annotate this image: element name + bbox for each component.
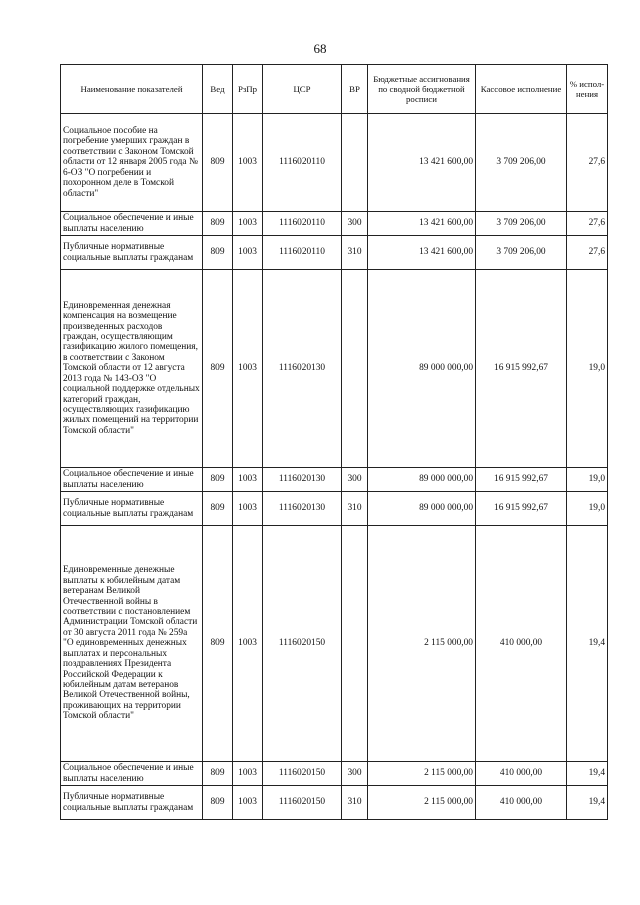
row-ved: 809 [203, 492, 233, 526]
header-csr: ЦСР [263, 65, 342, 114]
header-assignments: Бюджетные ассигнования по сводной бюджетной росписи [368, 65, 476, 114]
row-rzpr: 1003 [233, 270, 263, 468]
header-rzpr: РзПр [233, 65, 263, 114]
row-cash-execution: 410 000,00 [476, 762, 567, 786]
row-cash-execution: 3 709 206,00 [476, 212, 567, 236]
row-ved: 809 [203, 526, 233, 762]
row-cash-execution: 410 000,00 [476, 786, 567, 820]
row-csr: 1116020150 [263, 526, 342, 762]
header-percent: % испол-нения [567, 65, 608, 114]
table-body [61, 114, 608, 820]
row-assignments: 2 115 000,00 [368, 786, 476, 820]
row-vr: 300 [342, 762, 368, 786]
row-name: Социальное пособие на погребение умерших граждан в соответствии с Законом Томской области от 12 января 2005 года № 6-ОЗ "О погребении и похоронном деле в Томской области" [61, 114, 203, 212]
row-csr: 1116020110 [263, 236, 342, 270]
table-row [61, 114, 608, 212]
table-row [61, 786, 608, 820]
row-rzpr: 1003 [233, 114, 263, 212]
row-cash-execution: 3 709 206,00 [476, 236, 567, 270]
row-vr [342, 526, 368, 762]
row-name: Публичные нормативные социальные выплаты гражданам [61, 492, 203, 526]
row-name: Единовременные денежные выплаты к юбилейным датам ветеранам Великой Отечественной войны в соответствии с постановлением Администрации Томской области от 30 августа 2011 года № 259а "О единовременных денежных выплатах и персональных поздравлениях Президента Российской Федерации к юбилейным датам ветеранов Великой Отечественной войны, проживающих на территории Томской области" [61, 526, 203, 762]
row-csr: 1116020110 [263, 114, 342, 212]
row-cash-execution: 410 000,00 [476, 526, 567, 762]
row-csr: 1116020130 [263, 270, 342, 468]
budget-execution-table [60, 64, 608, 820]
row-cash-execution: 3 709 206,00 [476, 114, 567, 212]
row-percent: 19,4 [567, 786, 608, 820]
row-rzpr: 1003 [233, 526, 263, 762]
header-vr: ВР [342, 65, 368, 114]
row-vr: 300 [342, 212, 368, 236]
row-assignments: 89 000 000,00 [368, 270, 476, 468]
row-rzpr: 1003 [233, 786, 263, 820]
row-assignments: 89 000 000,00 [368, 492, 476, 526]
row-ved: 809 [203, 762, 233, 786]
row-assignments: 2 115 000,00 [368, 526, 476, 762]
row-name: Публичные нормативные социальные выплаты гражданам [61, 236, 203, 270]
row-percent: 19,0 [567, 492, 608, 526]
row-percent: 27,6 [567, 236, 608, 270]
row-rzpr: 1003 [233, 468, 263, 492]
row-assignments: 13 421 600,00 [368, 212, 476, 236]
row-percent: 19,0 [567, 270, 608, 468]
row-percent: 27,6 [567, 114, 608, 212]
row-csr: 1116020130 [263, 468, 342, 492]
row-name: Социальное обеспечение и иные выплаты населению [61, 762, 203, 786]
row-vr [342, 114, 368, 212]
row-vr: 300 [342, 468, 368, 492]
row-cash-execution: 16 915 992,67 [476, 270, 567, 468]
row-assignments: 2 115 000,00 [368, 762, 476, 786]
row-assignments: 13 421 600,00 [368, 236, 476, 270]
row-ved: 809 [203, 114, 233, 212]
row-rzpr: 1003 [233, 492, 263, 526]
row-percent: 19,0 [567, 468, 608, 492]
row-cash-execution: 16 915 992,67 [476, 468, 567, 492]
row-percent: 19,4 [567, 762, 608, 786]
row-vr [342, 270, 368, 468]
row-rzpr: 1003 [233, 236, 263, 270]
row-name: Единовременная денежная компенсация на возмещение произведенных расходов граждан, осуществляющим газификацию жилого помещения, в соответствии с Законом Томской области от 12 августа 2013 года № 143-ОЗ "О социальной поддержке отдельных категорий граждан, осуществляющих газификацию жилых помещений на территории Томской области" [61, 270, 203, 468]
row-csr: 1116020150 [263, 786, 342, 820]
row-name: Социальное обеспечение и иные выплаты населению [61, 212, 203, 236]
row-rzpr: 1003 [233, 212, 263, 236]
table-row [61, 270, 608, 468]
row-cash-execution: 16 915 992,67 [476, 492, 567, 526]
table-header [61, 65, 608, 114]
row-ved: 809 [203, 236, 233, 270]
row-csr: 1116020110 [263, 212, 342, 236]
table-row [61, 212, 608, 236]
row-rzpr: 1003 [233, 762, 263, 786]
table-row [61, 762, 608, 786]
table-row [61, 492, 608, 526]
row-vr: 310 [342, 786, 368, 820]
page-number: 68 [313, 41, 327, 56]
header-ved: Вед [203, 65, 233, 114]
row-assignments: 89 000 000,00 [368, 468, 476, 492]
row-vr: 310 [342, 492, 368, 526]
row-percent: 27,6 [567, 212, 608, 236]
row-name: Публичные нормативные социальные выплаты гражданам [61, 786, 203, 820]
row-name: Социальное обеспечение и иные выплаты населению [61, 468, 203, 492]
row-csr: 1116020130 [263, 492, 342, 526]
table-row [61, 526, 608, 762]
header-cash-execution: Кассовое исполнение [476, 65, 567, 114]
row-ved: 809 [203, 468, 233, 492]
row-csr: 1116020150 [263, 762, 342, 786]
row-assignments: 13 421 600,00 [368, 114, 476, 212]
table-row [61, 236, 608, 270]
row-ved: 809 [203, 212, 233, 236]
row-percent: 19,4 [567, 526, 608, 762]
table-row [61, 468, 608, 492]
header-row [61, 65, 608, 114]
row-vr: 310 [342, 236, 368, 270]
row-ved: 809 [203, 786, 233, 820]
header-name: Наименование показателей [61, 65, 203, 114]
row-ved: 809 [203, 270, 233, 468]
